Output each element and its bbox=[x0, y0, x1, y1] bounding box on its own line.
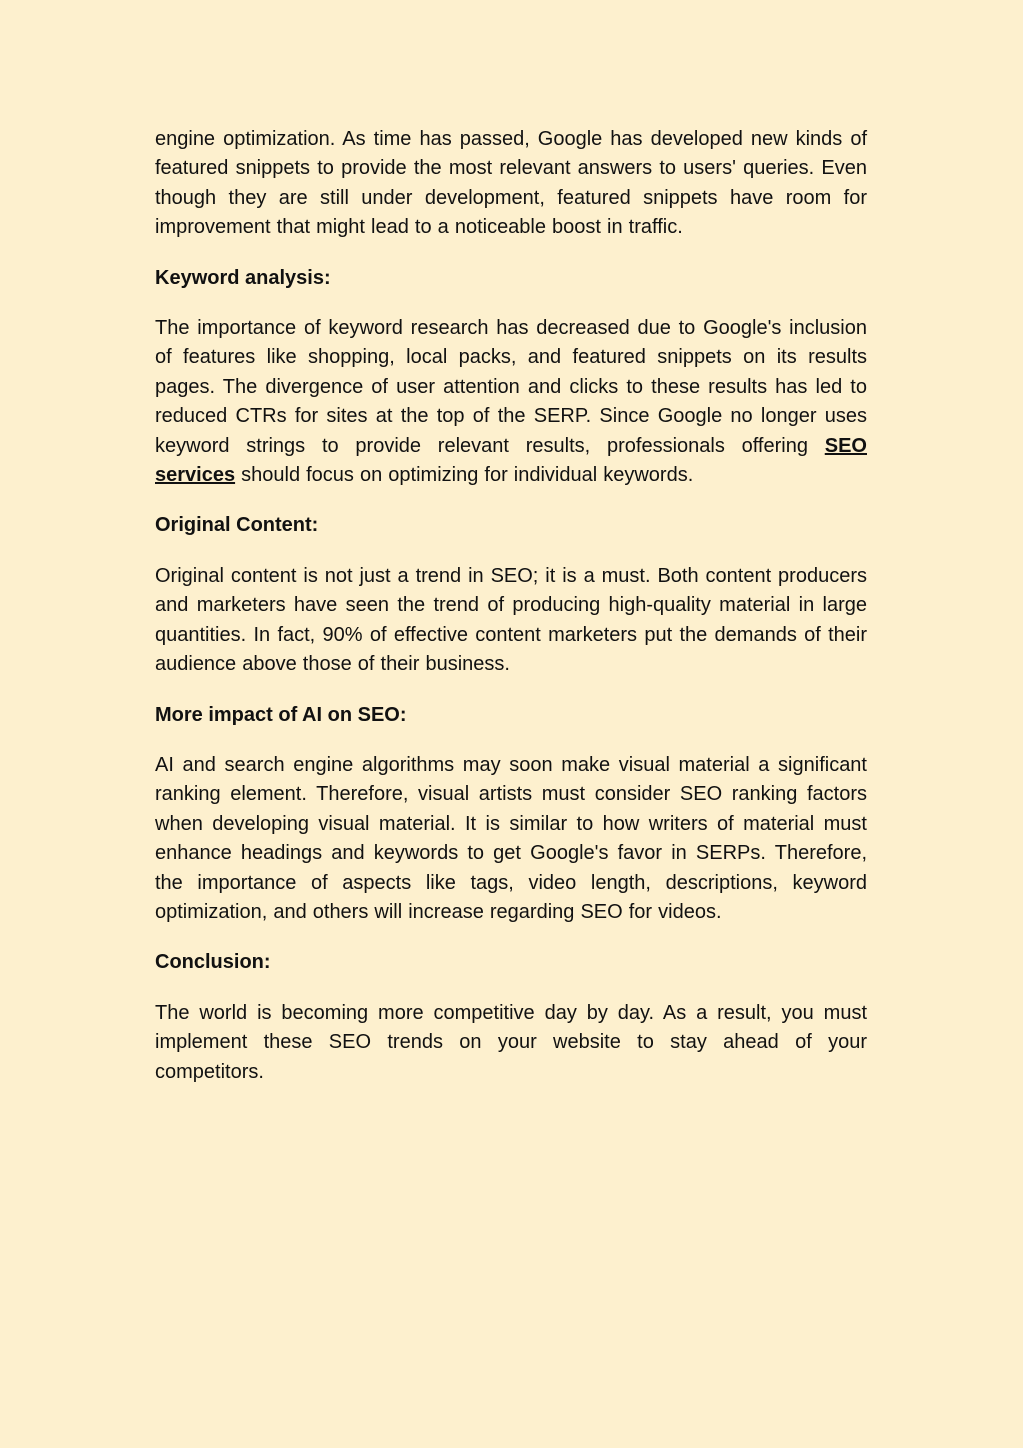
original-content-paragraph: Original content is not just a trend in SEO; it is a must. Both content producers and marketers have seen the trend of producing high-quality material in large quantities. In fact, 90% of effective content marketers put the demands of their audience above those of their business. bbox=[155, 564, 867, 676]
keyword-analysis-text-end: should focus on optimizing for individual keywords. bbox=[235, 464, 694, 487]
keyword-analysis-paragraph bbox=[155, 314, 867, 490]
ai-impact-paragraph: AI and search engine algorithms may soon make visual material a significant ranking element. Therefore, visual artists must consider SEO ranking factors when developing visual material. It is similar to how writers of material must enhance headings and keywords to get Google's favor in SERPs. Therefore, the importance of aspects like tags, video length, descriptions, keyword optimization, and others will increase regarding SEO for videos. bbox=[155, 753, 867, 923]
keyword-analysis-heading: Keyword analysis: bbox=[155, 266, 331, 289]
intro-paragraph: engine optimization. As time has passed, Google has developed new kinds of featured snippets to provide the most relevant answers to users' queries. Even though they are still under development, featured snippets have room for improvement that might lead to a noticeable boost in traffic. bbox=[155, 128, 867, 239]
document-page bbox=[155, 125, 867, 1108]
conclusion-heading: Conclusion: bbox=[155, 951, 271, 974]
original-content-heading: Original Content: bbox=[155, 514, 319, 537]
seo-services-link[interactable]: SEO services bbox=[155, 434, 867, 487]
ai-impact-heading: More impact of AI on SEO: bbox=[155, 703, 407, 726]
conclusion-paragraph: The world is becoming more competitive day by day. As a result, you must implement these SEO trends on your website to stay ahead of your competitors. bbox=[155, 1001, 867, 1083]
keyword-analysis-text-start: The importance of keyword research has decreased due to Google's inclusion of features like shopping, local packs, and featured snippets on its results pages. The divergence of user attention and clicks to these results has led to reduced CTRs for sites at the top of the SERP. Since Google no longer uses keyword strings to provide relevant results, professionals offering bbox=[155, 317, 867, 457]
